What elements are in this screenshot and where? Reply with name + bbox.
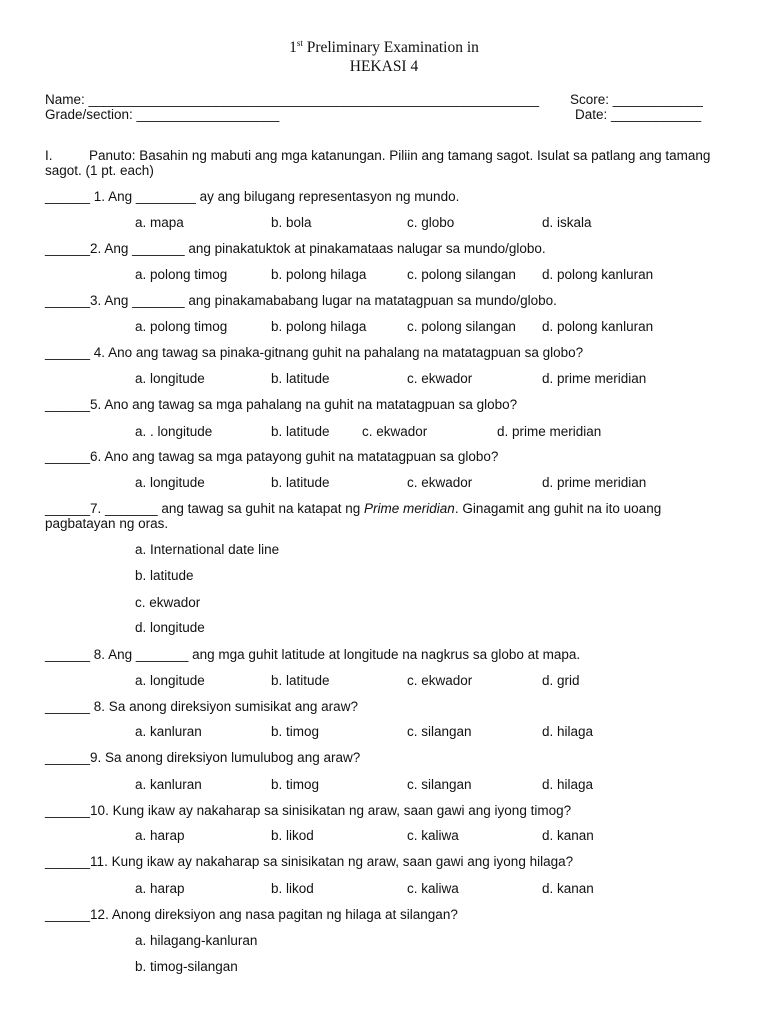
choice: b. likod — [271, 881, 314, 896]
choice: b. polong hilaga — [271, 267, 367, 282]
question-7-text-end: . Ginagamit ang guhit na ito uoang pagbatayan ng oras. — [45, 501, 662, 531]
choice: d. polong kanluran — [542, 319, 654, 334]
choice: a. longitude — [135, 475, 205, 490]
question-7-text-start: ______7. _______ ang tawag sa guhit na katapat ng — [45, 501, 365, 516]
exam-title-number: 1 — [289, 39, 297, 56]
choice: d. hilaga — [542, 777, 594, 792]
choice: b. timog — [271, 777, 320, 792]
choice: d. kanan — [542, 828, 594, 843]
choice: a. longitude — [135, 673, 205, 688]
choice: b. latitude — [135, 568, 194, 583]
exam-title-text: Preliminary Examination in — [302, 39, 479, 56]
choice: c. ekwador — [407, 673, 473, 688]
choice: b. latitude — [271, 673, 330, 688]
question-4: ______ 4. Ano ang tawag sa pinaka-gitnang guhit na pahalang na matatagpuan sa globo? — [45, 345, 584, 360]
choice: a. International date line — [135, 542, 280, 557]
exam-title — [0, 39, 768, 57]
instructions: Panuto: Basahin ng mabuti ang mga katanungan. Piliin ang tamang sagot. Isulat sa patlang ang tamang sagot. (1 pt. each) — [45, 148, 711, 178]
choice: b. bola — [271, 215, 312, 230]
question-2: ______2. Ang _______ ang pinakatuktok at pinakamataas nalugar sa mundo/globo. — [45, 241, 546, 256]
choice: a. harap — [135, 828, 185, 843]
choice: d. longitude — [135, 620, 205, 635]
choice: b. latitude — [271, 424, 330, 439]
choice: d. kanan — [542, 881, 594, 896]
choice: d. iskala — [542, 215, 592, 230]
choice: a. kanluran — [135, 724, 202, 739]
choice: c. ekwador — [407, 475, 473, 490]
choice: a. kanluran — [135, 777, 202, 792]
choice: c. ekwador — [407, 371, 473, 386]
choice: a. polong timog — [135, 319, 228, 334]
choice: c. silangan — [407, 777, 472, 792]
choice: b. timog-silangan — [135, 959, 238, 974]
choice: a. harap — [135, 881, 185, 896]
choice: b. latitude — [271, 475, 330, 490]
choice: a. longitude — [135, 371, 205, 386]
question-3: ______3. Ang _______ ang pinakamababang lugar na matatagpuan sa mundo/globo. — [45, 293, 557, 308]
choice: a. hilagang-kanluran — [135, 933, 258, 948]
choice: c. globo — [407, 215, 455, 230]
choice: c. ekwador — [135, 595, 201, 610]
section-numeral: I. — [45, 148, 53, 163]
choice: c. kaliwa — [407, 828, 459, 843]
name-field: Name: ____________________________________________________________ — [45, 92, 539, 107]
date-field: Date: ____________ — [575, 107, 702, 122]
choice: b. likod — [271, 828, 314, 843]
choice: c. ekwador — [362, 424, 428, 439]
question-8: ______ 8. Ang _______ ang mga guhit latitude at longitude na nagkrus sa globo at mapa. — [45, 647, 581, 662]
question-7 — [45, 501, 725, 531]
question-12: ______12. Anong direksiyon ang nasa pagitan ng hilaga at silangan? — [45, 907, 458, 922]
choice: a. polong timog — [135, 267, 228, 282]
question-5: ______5. Ano ang tawag sa mga pahalang na guhit na matatagpuan sa globo? — [45, 397, 518, 412]
choice: d. prime meridian — [542, 371, 647, 386]
exam-subject: HEKASI 4 — [349, 58, 419, 75]
choice: d. hilaga — [542, 724, 594, 739]
choice: c. polong silangan — [407, 319, 516, 334]
choice: d. prime meridian — [542, 475, 647, 490]
choice: a. mapa — [135, 215, 184, 230]
choice: d. grid — [542, 673, 580, 688]
choice: c. kaliwa — [407, 881, 459, 896]
choice: c. polong silangan — [407, 267, 516, 282]
question-9: ______9. Sa anong direksiyon lumulubog ang araw? — [45, 750, 361, 765]
choice: d. prime meridian — [497, 424, 602, 439]
choice: d. polong kanluran — [542, 267, 654, 282]
choice: b. timog — [271, 724, 320, 739]
choice: b. latitude — [271, 371, 330, 386]
exam-title-superscript: st — [296, 38, 303, 48]
question-11: ______11. Kung ikaw ay nakaharap sa sinisikatan ng araw, saan gawi ang iyong hilaga? — [45, 854, 574, 869]
score-field: Score: ____________ — [570, 92, 703, 107]
question-7-emphasis: Prime meridian — [364, 501, 455, 516]
question-1: ______ 1. Ang ________ ay ang bilugang representasyon ng mundo. — [45, 189, 460, 204]
question-8b: ______ 8. Sa anong direksiyon sumisikat ang araw? — [45, 699, 358, 714]
choice: b. polong hilaga — [271, 319, 367, 334]
choice: c. silangan — [407, 724, 472, 739]
grade-section-field: Grade/section: ___________________ — [45, 107, 280, 122]
question-6: ______6. Ano ang tawag sa mga patayong guhit na matatagpuan sa globo? — [45, 449, 499, 464]
choice: a. . longitude — [135, 424, 213, 439]
question-10: ______10. Kung ikaw ay nakaharap sa sinisikatan ng araw, saan gawi ang iyong timog? — [45, 803, 572, 818]
